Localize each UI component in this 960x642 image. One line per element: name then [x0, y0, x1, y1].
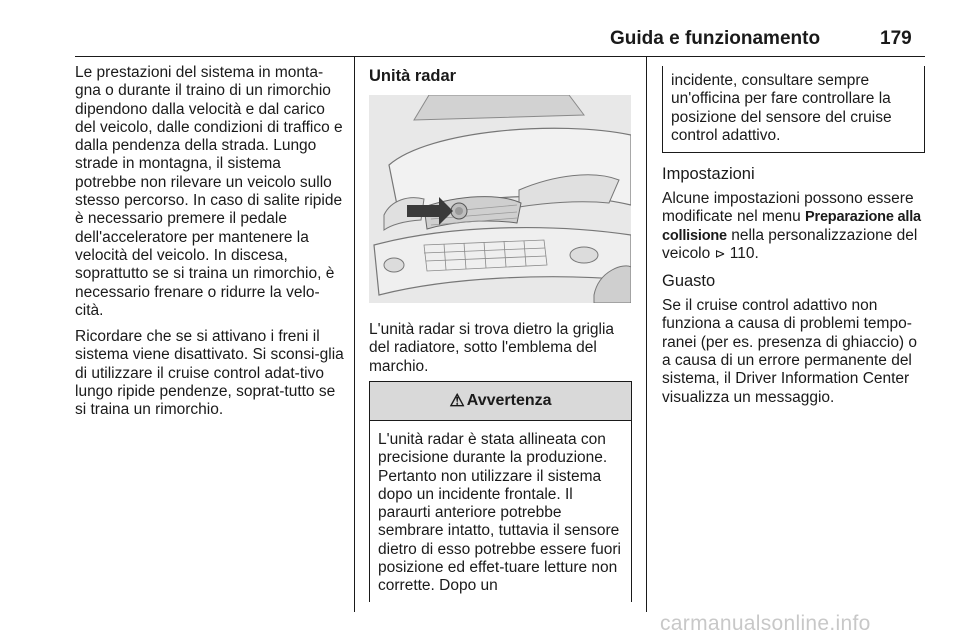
heading-radar-unit: Unità radar	[369, 67, 457, 85]
column-3	[662, 164, 926, 415]
figure-caption: L'unità radar si trova dietro la griglia del radiatore, sotto l'emblema del marchio.	[369, 321, 615, 375]
car-front-illustration	[369, 95, 631, 303]
warning-box-continued	[662, 66, 925, 153]
paragraph-impostazioni: Alcune impostazioni possono essere modificate nel menu Preparazione alla collisione nella personalizzazione del veicolo ⊳ 110.	[662, 190, 921, 262]
warning-text: L'unità radar è stata allineata con precisione durante la produzione. Pertanto non utilizzare il sistema dopo un incidente frontale. Il paraurti anteriore potrebbe sembrare intatto, tuttavia il sensore dietro di esso potrebbe essere fuori posizione ed effet-tuare letture non corrette. Dopo un	[378, 431, 621, 595]
heading-guasto: Guasto	[662, 272, 716, 291]
warning-triangle-icon: ⚠	[449, 391, 465, 410]
column-divider-1	[354, 57, 355, 612]
page-reference-icon: ⊳	[714, 245, 726, 261]
warning-title: Avvertenza	[466, 392, 552, 409]
warning-text-continued: incidente, consultare sempre un'officina per fare controllare la posizione del sensore del cruise control adattivo.	[671, 72, 892, 144]
watermark-text: carmanualsonline.info	[660, 612, 871, 635]
column-1	[75, 64, 345, 428]
page-reference: 110.	[729, 244, 759, 262]
paragraph-performance: Le prestazioni del sistema in monta-gna o durante il traino di un rimorchio dipendono dalla velocità e dal carico del veicolo, dalle condizioni di traffico e dalla pendenza della strada. Lungo strade in montagna, il sistema potrebbe non rilevare un veicolo sullo stesso percorso. In caso di salite ripide è necessario premere il pedale dell'acceleratore per mantenere la velocità del veicolo. In discesa, soprattutto se si traina un rimorchio, è necessario frenare o ridurre la velo-cità.	[75, 64, 343, 319]
column-2	[369, 66, 632, 86]
heading-impostazioni: Impostazioni	[662, 165, 755, 183]
paragraph-guasto: Se il cruise control adattivo non funziona a causa di problemi tempo-ranei (per es. presenza di ghiaccio) o a causa di un errore permanente del sistema, il Driver Information Center visualizza un messaggio.	[662, 297, 918, 406]
warning-header	[370, 382, 631, 421]
warning-box	[369, 381, 632, 602]
header-divider	[75, 56, 925, 57]
paragraph-brakes: Ricordare che se si attivano i freni il sistema viene disattivato. Si sconsi-glia di utilizzare il cruise control adat-tivo lungo ripide pendenze, soprat-tutto se si traina un rimorchio.	[75, 328, 344, 419]
column-divider-2	[646, 57, 647, 612]
menu-name-bold: Preparazione alla collisione	[662, 209, 921, 244]
car-front-drawing	[369, 95, 631, 303]
page-number: 179	[880, 28, 912, 49]
section-title: Guida e funzionamento	[610, 28, 821, 49]
